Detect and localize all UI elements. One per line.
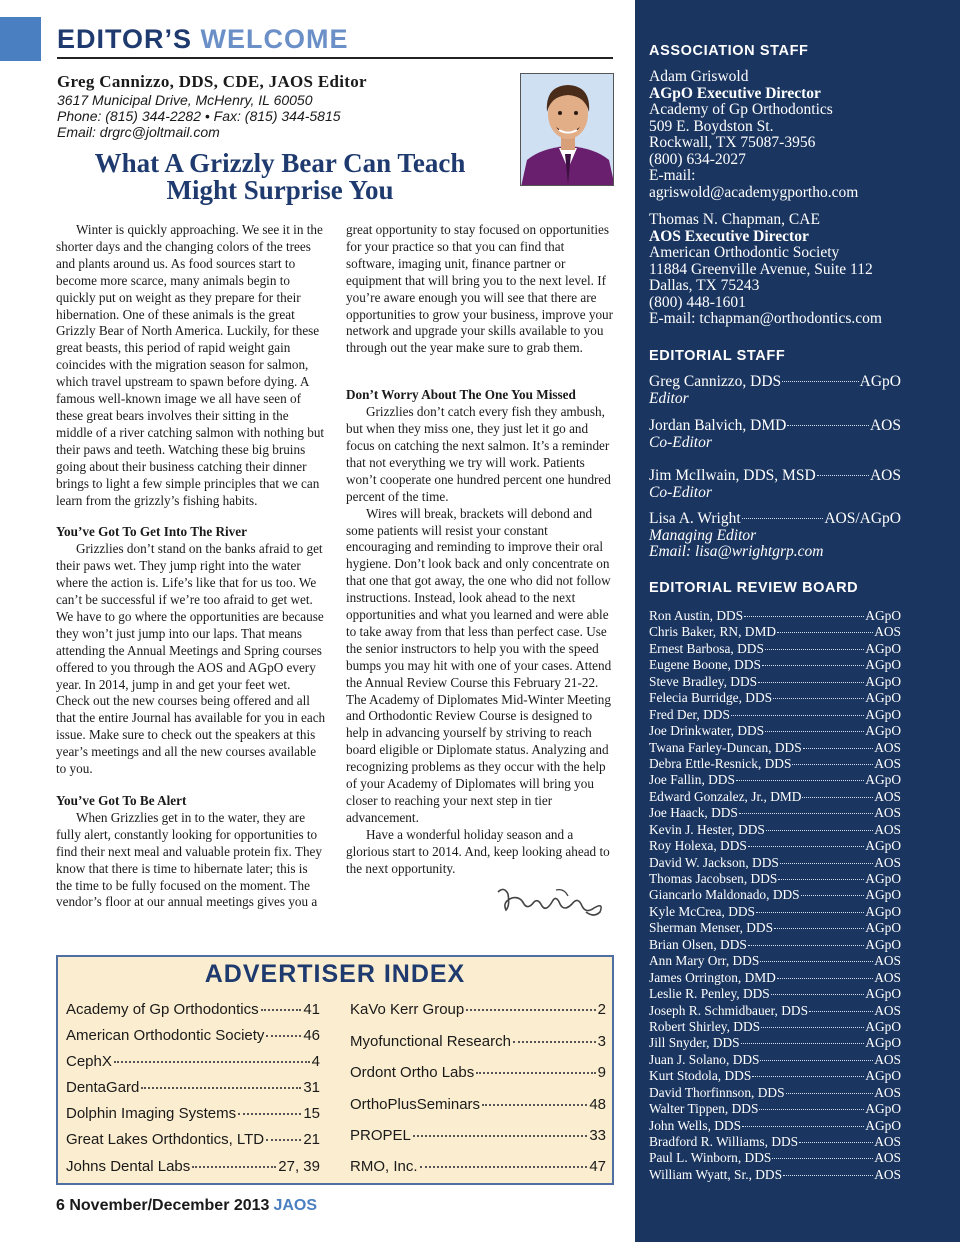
review-board-entry: [649, 855, 901, 871]
reviewer-org: AGpO: [865, 986, 901, 1002]
leader-dots: [141, 1087, 301, 1089]
leader-dots: [765, 649, 864, 650]
staff-line: E-mail:: [649, 167, 696, 184]
reviewer-org: AGpO: [865, 936, 901, 952]
advertiser-name: Academy of Gp Orthodontics: [66, 1001, 259, 1018]
leader-dots: [114, 1061, 310, 1063]
headline-line-1: What A Grizzly Bear Can Teach: [94, 148, 466, 178]
leader-dots: [777, 632, 873, 633]
advertiser-name: Dolphin Imaging Systems: [66, 1105, 237, 1122]
leader-dots: [772, 1158, 873, 1159]
reviewer-name: Paul L. Winborn, DDS: [649, 1150, 772, 1166]
staff-line: Adam Griswold: [649, 68, 749, 85]
staff-line: AOS Executive Director: [649, 227, 809, 245]
advertiser-entry: [350, 1127, 606, 1144]
page-footer: [56, 1197, 317, 1215]
advertiser-name: KaVo Kerr Group: [350, 1001, 465, 1018]
reviewer-name: David W. Jackson, DDS: [649, 854, 779, 870]
reviewer-name: Kyle McCrea, DDS: [649, 903, 755, 919]
reviewer-name: John Wells, DDS: [649, 1117, 742, 1133]
review-board-entry: [649, 1167, 901, 1183]
review-board-entry: [649, 789, 901, 805]
leader-dots: [759, 1109, 864, 1110]
reviewer-org: AGpO: [865, 608, 901, 623]
reviewer-name: Joe Haack, DDS: [649, 805, 738, 821]
advertiser-page: 31: [303, 1079, 320, 1096]
staff-line: (800) 634-2027: [649, 150, 746, 168]
editor-signature: [494, 884, 610, 920]
reviewer-name: Juan J. Solano, DDS: [649, 1051, 760, 1067]
advertiser-index-title: ADVERTISER INDEX: [204, 960, 466, 988]
subheading: You’ve Got To Get Into The River: [56, 524, 247, 540]
review-board-entry: [649, 608, 901, 624]
reviewer-org: AOS: [874, 953, 901, 969]
review-board-entry: [649, 772, 901, 788]
review-board-entry: [649, 1052, 901, 1068]
review-board-entry: [649, 723, 901, 739]
paragraph: Wires will break, brackets will debond and some patients will resist your constant encouraging and reminding to improve their oral hygiene. Don’t look back and only concentrate on that one that got away, the one who did not follow instructions. Instead, look ahead to the next opportunities and what you learned and were able to take away from that less than perfect case. Use the senior instructors to help you with the speed bumps you may hit with one of your cases. Attend the Annual Review Course this February 21-22. The Academy of Diplomates Mid-Winter Meeting and Orthodontic Review Course is designed to help in advancing yourself by striving to reach board eligible or Diplomate status. Analyzing and recognizing problems as they occur with the help of your Academy of Diplomates will bring you closer to reaching your next step in tier advancement.: [346, 505, 612, 825]
leader-dots: [466, 1009, 595, 1011]
reviewer-name: Sherman Menser, DDS: [649, 920, 774, 936]
leader-dots: [783, 1175, 873, 1176]
reviewer-name: Joe Fallin, DDS: [649, 772, 735, 788]
leader-dots: [731, 715, 864, 716]
reviewer-org: AGpO: [865, 690, 901, 706]
reviewer-name: Kevin J. Hester, DDS: [649, 821, 765, 837]
advertiser-entry: [66, 1001, 320, 1018]
paragraph: Grizzlies don’t catch every fish they ambush, but when they miss one, they just let it go and focus on catching the next salmon. It’s a reminder that not everything we try will work. Patients won’t cooperate one hundred percent one hundred percent of the time.: [346, 404, 611, 504]
reviewer-name: Thomas Jacobsen, DDS: [649, 871, 778, 886]
review-board-entry: [649, 1150, 901, 1166]
leader-dots: [513, 1041, 596, 1043]
reviewer-org: AGpO: [865, 1035, 901, 1051]
reviewer-name: Ann Mary Orr, DDS: [649, 953, 760, 969]
reviewer-name: Ernest Barbosa, DDS: [649, 640, 764, 656]
review-board-entry: [649, 953, 901, 969]
reviewer-org: AOS: [874, 969, 901, 985]
staff-contact-2: [649, 212, 955, 328]
reviewer-org: AOS: [874, 854, 901, 870]
paragraph: Grizzlies don’t stand on the banks afraid to get their paws wet. They jump right into the water where the action is. Life’s like that for us too. We can’t be successful if we’re too afraid to get wet. We have to go where the opportunities are because they won’t just jump into our laps. That means attending the Annual Meetings and Spring courses offered to you through the AOS and AGpO every year. In 2014, jump in and get your feet wet. Check out the new courses being offered and all that the entire Journal has available for you in each issue. Make sure to check out the speakers at this year’s meetings and all the new courses available to you.: [56, 541, 326, 777]
leader-dots: [817, 475, 869, 476]
advertiser-page: 41: [303, 1001, 320, 1018]
section-title-part1: EDITOR’S: [57, 24, 193, 54]
reviewer-org: AGpO: [865, 838, 901, 854]
leader-dots: [476, 1072, 595, 1074]
staff-line: 509 E. Boydston St.: [649, 117, 774, 135]
review-board-entry: [649, 1118, 901, 1134]
advertiser-name: PROPEL: [350, 1127, 411, 1144]
leader-dots: [741, 1043, 865, 1044]
review-board-entry: [649, 1134, 901, 1150]
advertiser-page: 9: [597, 1064, 606, 1081]
advertiser-name: Myofunctional Research: [350, 1033, 511, 1050]
reviewer-org: AOS: [874, 1002, 901, 1018]
review-board-entry: [649, 1003, 901, 1019]
subheading: You’ve Got To Be Alert: [56, 793, 187, 808]
editorial-staff-heading: EDITORIAL STAFF: [649, 348, 786, 364]
leader-dots: [742, 518, 824, 519]
advertiser-name: Ordont Ortho Labs: [350, 1064, 475, 1081]
review-board-entry: [649, 641, 901, 657]
reviewer-name: Steve Bradley, DDS: [649, 673, 758, 689]
author-phone: Phone: (815) 344-2282 • Fax: (815) 344-5815: [57, 108, 341, 124]
leader-dots: [787, 425, 869, 426]
review-board-entry: [649, 970, 901, 986]
staff-line: AGpO Executive Director: [649, 84, 821, 102]
leader-dots: [736, 780, 864, 781]
staff-line: Rockwall, TX 75087-3956: [649, 134, 816, 151]
editor-role: Editor: [649, 389, 689, 407]
staff-line: E-mail: tchapman@orthodontics.com: [649, 310, 882, 327]
leader-dots: [192, 1166, 276, 1168]
reviewer-org: AGpO: [865, 657, 901, 673]
reviewer-org: AGpO: [865, 1117, 901, 1133]
reviewer-name: Edward Gonzalez, Jr., DMD: [649, 788, 802, 804]
review-board-entry: [649, 707, 901, 723]
leader-dots: [482, 1104, 587, 1106]
leader-dots: [780, 863, 873, 864]
advertiser-entry: [350, 1064, 606, 1081]
paragraph: Have a wonderful holiday season and a glorious start to 2014. And, keep looking ahead to the next opportunity.: [346, 826, 610, 876]
editor-name: Jim McIlwain, DDS, MSD: [649, 467, 816, 484]
editor-role: Co-Editor: [649, 483, 712, 501]
advertiser-entry: [66, 1105, 320, 1122]
advertiser-name: RMO, Inc.: [350, 1158, 418, 1175]
advertiser-entry: [66, 1158, 320, 1175]
leader-dots: [792, 764, 873, 765]
review-board-entry: [649, 822, 901, 838]
leader-dots: [773, 698, 864, 699]
editorial-entry: [649, 418, 901, 451]
leader-dots: [760, 1060, 873, 1061]
header-rule: [57, 57, 613, 59]
review-board-entry: [649, 674, 901, 690]
leader-dots: [760, 961, 873, 962]
section-tab-marker: [0, 17, 41, 61]
staff-line: Thomas N. Chapman, CAE: [649, 211, 820, 228]
reviewer-org: AGpO: [865, 706, 901, 722]
leader-dots: [766, 830, 873, 831]
reviewer-name: Brian Olsen, DDS: [649, 936, 747, 952]
leader-dots: [778, 879, 864, 880]
editor-email: Email: lisa@wrightgrp.com: [649, 543, 824, 560]
review-board-entry: [649, 740, 901, 756]
staff-line: (800) 448-1601: [649, 293, 746, 311]
reviewer-org: AOS: [874, 739, 901, 755]
review-board-entry: [649, 690, 901, 706]
reviewer-org: AGpO: [865, 1101, 901, 1117]
reviewer-org: AGpO: [865, 1018, 901, 1034]
masthead-sidebar: [635, 0, 960, 1242]
reviewer-name: David Thorfinnson, DDS: [649, 1084, 785, 1100]
leader-dots: [761, 1027, 864, 1028]
leader-dots: [748, 945, 864, 946]
leader-dots: [413, 1135, 587, 1137]
advertiser-page: 15: [303, 1105, 320, 1122]
review-board-entry: [649, 624, 901, 640]
leader-dots: [771, 994, 865, 995]
staff-line: Dallas, TX 75243: [649, 277, 760, 294]
leader-dots: [802, 797, 873, 798]
review-board-entry: [649, 986, 901, 1002]
editor-org: AGpO: [859, 373, 901, 390]
section-title-part2: WELCOME: [200, 24, 349, 54]
staff-line: American Orthodontic Society: [649, 244, 840, 261]
editor-name: Greg Cannizzo, DDS: [649, 373, 782, 390]
reviewer-name: Twana Farley-Duncan, DDS: [649, 739, 802, 755]
reviewer-name: Bradford R. Williams, DDS: [649, 1134, 799, 1149]
reviewer-org: AOS: [874, 788, 901, 804]
review-board-entry: [649, 657, 901, 673]
association-staff-heading: ASSOCIATION STAFF: [649, 43, 809, 59]
reviewer-org: AGpO: [865, 1068, 901, 1084]
reviewer-org: AOS: [874, 1084, 901, 1100]
advertiser-page: 27, 39: [278, 1158, 320, 1175]
paragraph: great opportunity to stay focused on opportunities for your practice so that you can find that software, imaging unit, finance partner or equipment that will bring you to the next level. If you’re aware enough you will see that there are opportunities to grow your business, improve your network and upgrade your skills available to you through out the year make sure to grab them.: [346, 222, 614, 356]
advertiser-entry: [66, 1053, 320, 1070]
leader-dots: [762, 665, 864, 666]
reviewer-org: AGpO: [865, 920, 901, 936]
leader-dots: [803, 748, 874, 749]
reviewer-org: AGpO: [865, 887, 901, 903]
editorial-entry: [649, 374, 901, 407]
leader-dots: [801, 895, 865, 896]
advertiser-page: 3: [597, 1033, 606, 1050]
reviewer-org: AOS: [874, 805, 901, 821]
reviewer-name: Leslie R. Penley, DDS: [649, 986, 770, 1002]
review-board-entry: [649, 904, 901, 920]
review-board-entry: [649, 1068, 901, 1084]
reviewer-name: Giancarlo Maldonado, DDS: [649, 887, 800, 903]
reviewer-org: AGpO: [865, 772, 901, 788]
advertiser-entry: [66, 1131, 320, 1148]
reviewer-name: Ron Austin, DDS: [649, 608, 744, 623]
reviewer-org: AOS: [874, 821, 901, 837]
reviewer-name: Joseph R. Schmidbauer, DDS: [649, 1002, 809, 1018]
review-board-entry: [649, 887, 901, 903]
staff-line: Academy of Gp Orthodontics: [649, 101, 833, 118]
leader-dots: [420, 1166, 588, 1168]
staff-line: agriswold@academygportho.com: [649, 183, 859, 201]
reviewer-name: Fred Der, DDS: [649, 706, 730, 722]
reviewer-org: AOS: [874, 1051, 901, 1067]
leader-dots: [748, 846, 864, 847]
leader-dots: [786, 1093, 874, 1094]
leader-dots: [782, 381, 859, 382]
advertiser-name: OrthoPlusSeminars: [350, 1096, 481, 1113]
advertiser-index: [56, 955, 614, 1185]
review-board-entry: [649, 937, 901, 953]
leader-dots: [765, 731, 864, 732]
advertiser-entry: [66, 1079, 320, 1096]
advertiser-name: Johns Dental Labs: [66, 1158, 191, 1175]
section-title: [57, 24, 349, 55]
leader-dots: [266, 1035, 301, 1037]
advertiser-entry: [66, 1027, 320, 1044]
leader-dots: [266, 1139, 301, 1141]
reviewer-name: Eugene Boone, DDS: [649, 657, 761, 673]
author-address: 3617 Municipal Drive, McHenry, IL 60050: [57, 92, 313, 108]
leader-dots: [809, 1011, 873, 1012]
leader-dots: [799, 1142, 873, 1143]
review-board-entry: [649, 1019, 901, 1035]
paragraph: Winter is quickly approaching. We see it in the shorter days and the changing colors of the trees and plants around us. As food sources start to become more scarce, many animals begin to quickly put on weight as they prepare for their hibernation. One of these animals is the great Grizzly Bear of North America. Luckily, for these great beasts, this period of rapid weight gain coincides with the migration season for salmon, which travel upstream to spawn before dying. A famous well-known image we all have seen of these great bears involves their sitting in the middle of a river catching salmon with nothing but their paws and teeth. Watching these big bruins going about their business catching their dinner brings to light a few simple principles that we can learn from the grizzly’s fishing habits.: [56, 222, 325, 508]
advertiser-page: 46: [303, 1027, 320, 1044]
reviewer-name: Chris Baker, RN, DMD: [649, 624, 777, 640]
editor-role: Co-Editor: [649, 433, 712, 451]
reviewer-org: AGpO: [865, 903, 901, 919]
editor-org: AOS: [869, 467, 901, 484]
article-headline: [60, 150, 500, 204]
editor-role: Managing Editor: [649, 526, 757, 544]
author-photo: [520, 73, 614, 186]
reviewer-name: Walter Tippen, DDS: [649, 1101, 759, 1117]
reviewer-org: AOS: [874, 1166, 901, 1182]
review-board-entry: [649, 838, 901, 854]
reviewer-org: AOS: [874, 1134, 901, 1149]
paragraph: When Grizzlies get in to the water, they are fully alert, constantly looking for opportunities to find their next meal and valuable protein fix. They know that there is time to hibernate later; this is the time to be fully focused on the moment. The vendor’s floor at our annual meetings gives you a: [56, 809, 322, 910]
review-board-entry: [649, 1101, 901, 1117]
reviewer-name: Joe Drinkwater, DDS: [649, 723, 765, 739]
advertiser-page: 2: [597, 1001, 606, 1018]
editor-org: AOS/AGpO: [824, 510, 901, 527]
review-board-entry: [649, 871, 901, 887]
reviewer-org: AGpO: [865, 673, 901, 689]
review-board-entry: [649, 805, 901, 821]
leader-dots: [261, 1009, 302, 1011]
reviewer-name: Roy Holexa, DDS: [649, 838, 747, 854]
reviewer-org: AOS: [874, 624, 901, 640]
leader-dots: [742, 1126, 864, 1127]
editorial-entry: [649, 468, 901, 501]
editor-org: AOS: [869, 417, 901, 434]
leader-dots: [739, 813, 873, 814]
reviewer-name: Robert Shirley, DDS: [649, 1018, 761, 1034]
advertiser-name: American Orthodontic Society: [66, 1027, 265, 1044]
advertiser-page: 48: [589, 1096, 606, 1113]
reviewer-name: Debra Ettle-Resnick, DDS: [649, 755, 792, 771]
paragraph-gap: [346, 357, 616, 372]
advertiser-entry: [350, 1001, 606, 1018]
author-name: Greg Cannizzo, DDS, CDE, JAOS Editor: [57, 72, 367, 91]
review-board-entry: [649, 1085, 901, 1101]
leader-dots: [752, 1076, 864, 1077]
editorial-entry: [649, 511, 901, 561]
leader-dots: [774, 928, 864, 929]
review-board-entry: [649, 756, 901, 772]
review-board-entry: [649, 920, 901, 936]
article-column-1: [56, 222, 326, 911]
advertiser-page: 47: [589, 1158, 606, 1175]
advertiser-name: CephX: [66, 1053, 112, 1070]
leader-dots: [777, 978, 873, 979]
leader-dots: [238, 1113, 301, 1115]
reviewer-org: AGpO: [865, 723, 901, 739]
advertiser-page: 21: [303, 1131, 320, 1148]
footer-page-date: 6 November/December 2013: [56, 1197, 270, 1214]
reviewer-name: William Wyatt, Sr., DDS: [649, 1166, 783, 1182]
reviewer-org: AGpO: [865, 871, 901, 886]
editor-name: Jordan Balvich, DMD: [649, 417, 787, 434]
reviewer-name: Kurt Stodola, DDS: [649, 1068, 752, 1084]
advertiser-entry: [350, 1033, 606, 1050]
editor-name: Lisa A. Wright: [649, 510, 741, 527]
review-board-list: [649, 608, 901, 1183]
staff-contact-1: [649, 69, 955, 201]
author-block: [57, 72, 507, 140]
advertiser-page: 4: [311, 1053, 320, 1070]
leader-dots: [758, 682, 864, 683]
article-column-2: [346, 222, 616, 878]
author-email: Email: drgrc@joltmail.com: [57, 124, 220, 140]
headline-line-2: Might Surprise You: [166, 175, 394, 205]
advertiser-entry: [350, 1096, 606, 1113]
advertiser-name: Great Lakes Orthdontics, LTD: [66, 1131, 265, 1148]
reviewer-org: AOS: [874, 755, 901, 771]
staff-line: 11884 Greenville Avenue, Suite 112: [649, 260, 873, 278]
subheading: Don’t Worry About The One You Missed: [346, 387, 576, 403]
review-board-heading: EDITORIAL REVIEW BOARD: [649, 580, 859, 596]
reviewer-org: AGpO: [865, 640, 901, 656]
advertiser-entry: [350, 1158, 606, 1175]
reviewer-name: Jill Snyder, DDS: [649, 1035, 740, 1051]
leader-dots: [744, 616, 864, 617]
reviewer-name: James Orrington, DMD: [649, 969, 776, 985]
reviewer-org: AOS: [874, 1150, 901, 1166]
review-board-entry: [649, 1035, 901, 1051]
leader-dots: [756, 912, 864, 913]
footer-journal: JAOS: [273, 1197, 318, 1214]
advertiser-name: DentaGard: [66, 1079, 140, 1096]
reviewer-name: Felecia Burridge, DDS: [649, 690, 773, 706]
advertiser-page: 33: [589, 1127, 606, 1144]
